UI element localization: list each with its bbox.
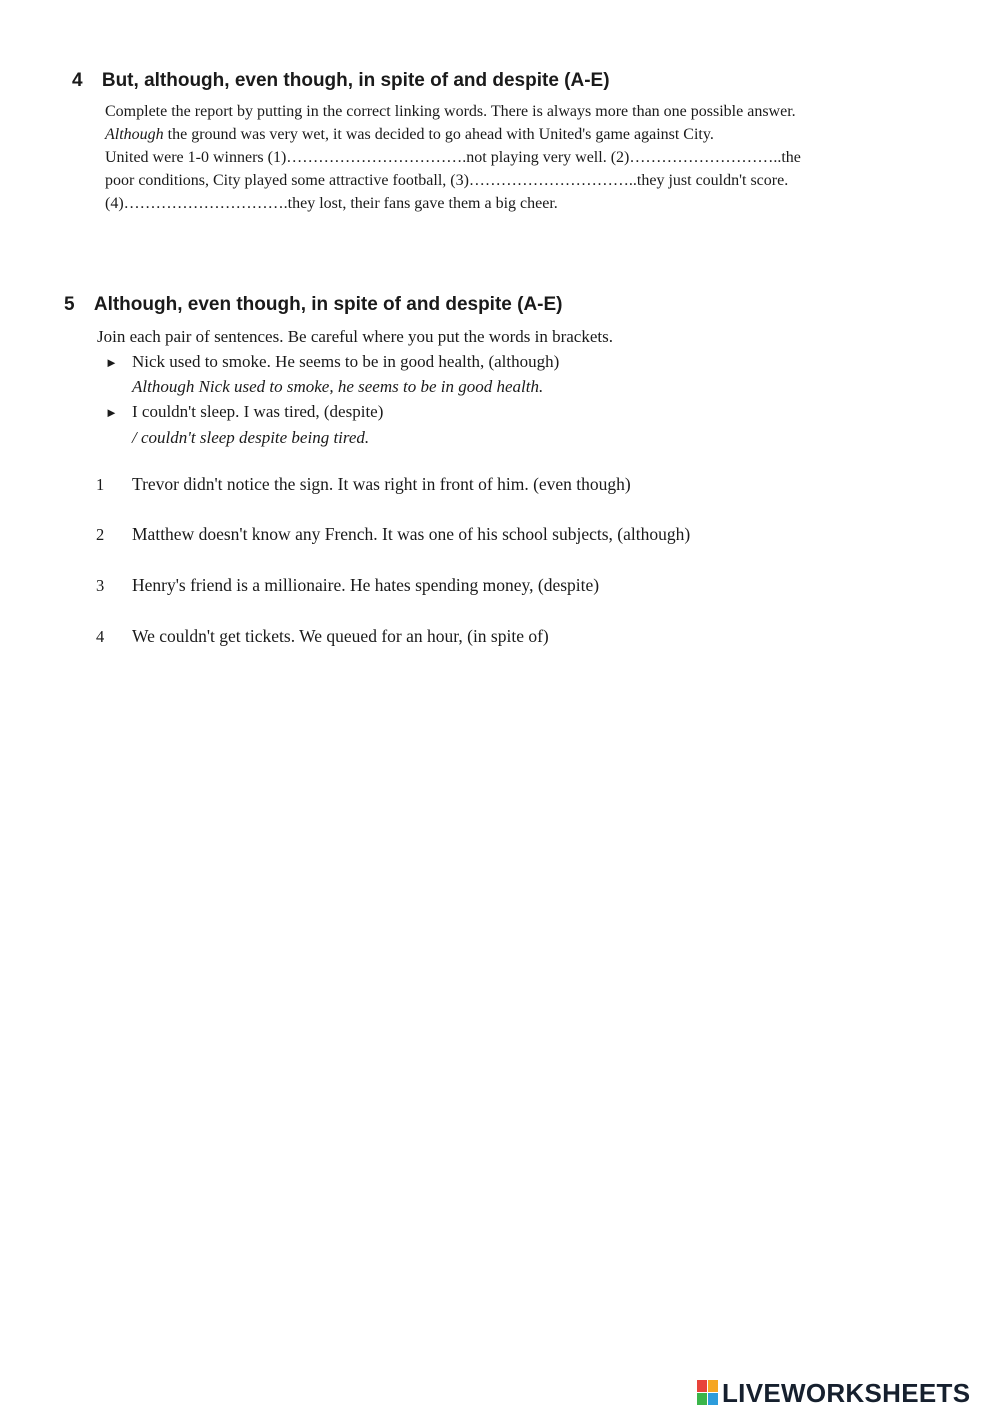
question-1-text: Trevor didn't notice the sign. It was right in front of him. (even though) bbox=[132, 474, 631, 494]
example-2-prompt: I couldn't sleep. I was tired, (despite) bbox=[132, 402, 384, 421]
section-5-instruction: Join each pair of sentences. Be careful where you put the words in brackets. bbox=[97, 327, 613, 346]
logo-mark-icon bbox=[697, 1380, 719, 1406]
section-4-number: 4 bbox=[72, 70, 83, 91]
section-4-instruction: Complete the report by putting in the correct linking words. There is always more than one possible answer. bbox=[105, 103, 796, 120]
section-4-report-line-1 bbox=[105, 127, 714, 143]
question-2-text: Matthew doesn't know any French. It was one of his school subjects, (although) bbox=[132, 524, 691, 544]
section-5-number: 5 bbox=[64, 294, 75, 315]
section-4-heading bbox=[72, 70, 610, 92]
question-3-text: Henry's friend is a millionaire. He hates spending money, (despite) bbox=[132, 575, 600, 595]
logo-text: LIVEWORKSHEETS bbox=[722, 1377, 971, 1408]
logo-square-orange bbox=[708, 1380, 718, 1392]
liveworksheets-logo[interactable] bbox=[697, 1378, 970, 1408]
question-2-number: 2 bbox=[96, 525, 105, 544]
report-example-word: Although bbox=[105, 126, 164, 143]
question-1-number: 1 bbox=[96, 475, 105, 494]
section-5-title: Although, even though, in spite of and despite (A-E) bbox=[93, 294, 563, 315]
section-4-report-line-4: (4)………………………….they lost, their fans gave them a big cheer. bbox=[105, 195, 558, 212]
section-4-report-line-3: poor conditions, City played some attractive football, (3)…………………………..they just couldn't score. bbox=[105, 172, 789, 189]
question-4-text: We couldn't get tickets. We queued for an hour, (in spite of) bbox=[132, 626, 549, 646]
logo-square-red bbox=[697, 1380, 707, 1392]
question-3-number: 3 bbox=[96, 576, 105, 595]
section-5-heading bbox=[64, 294, 563, 316]
example-marker-icon: ► bbox=[105, 405, 118, 420]
section-4-title: But, although, even though, in spite of and despite (A-E) bbox=[101, 70, 610, 91]
question-4-number: 4 bbox=[96, 627, 105, 646]
logo-square-blue bbox=[708, 1393, 718, 1405]
example-1-answer: Although Nick used to smoke, he seems to be in good health. bbox=[132, 377, 544, 396]
logo-square-green bbox=[697, 1393, 707, 1405]
example-2-answer: / couldn't sleep despite being tired. bbox=[132, 428, 370, 447]
example-marker-icon: ► bbox=[105, 355, 118, 370]
section-4-report-line-2: United were 1-0 winners (1)…………………………….not playing very well. (2)………………………..the bbox=[105, 149, 801, 166]
report-line-1-text: the ground was very wet, it was decided to go ahead with United's game against City. bbox=[163, 126, 714, 143]
example-1-prompt: Nick used to smoke. He seems to be in good health, (although) bbox=[132, 352, 560, 371]
